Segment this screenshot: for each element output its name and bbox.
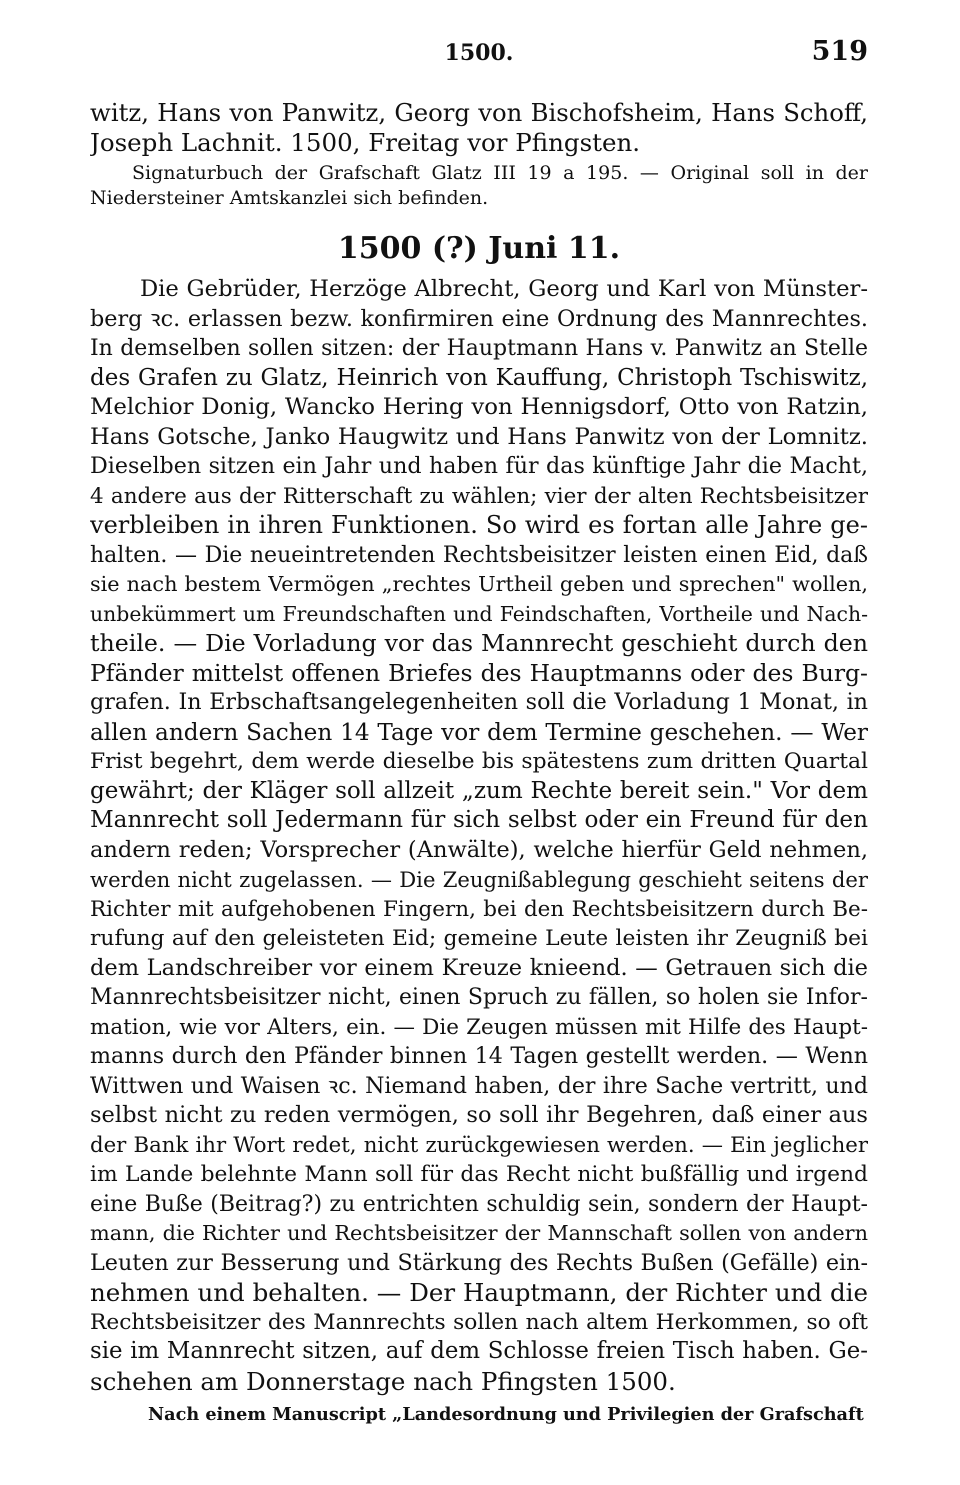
text-line: Frist begehrt, dem werde dieselbe bis spätestens zum dritten Quartal [90, 749, 868, 774]
source-line: Nach einem Manuscript „Landesordnung und Privilegien der Grafschaft [148, 1404, 864, 1425]
text-line: witz, Hans von Panwitz, Georg von Bischofsheim, Hans Schoff, [90, 98, 868, 127]
entry-date-heading: 1500 (?) Juni 11. [337, 231, 621, 266]
text-line: Dieselben sitzen ein Jahr und haben für das künftige Jahr die Macht, [90, 453, 868, 479]
text-line: Die Gebrüder, Herzöge Albrecht, Georg und Karl von Münster- [140, 276, 868, 302]
text-line: sie im Mannrecht sitzen, auf dem Schlosse freien Tisch haben. Ge- [90, 1338, 868, 1364]
text-line: Richter mit aufgehobenen Fingern, bei den Rechtsbeisitzern durch Be- [90, 896, 868, 922]
text-line: verbleiben in ihren Funktionen. So wird es fortan alle Jahre ge- [90, 511, 868, 539]
text-line: des Grafen zu Glatz, Heinrich von Kauffung, Christoph Tschiswitz, [90, 364, 868, 391]
note-line: Signaturbuch der Grafschaft Glatz III 19 a 195. — Original soll in der [132, 162, 868, 184]
text-line: rufung auf den geleisteten Eid; gemeine Leute leisten ihr Zeugniß bei [90, 926, 868, 951]
text-line: der Bank ihr Wort redet, nicht zurückgewiesen werden. — Ein jeglicher [90, 1132, 868, 1158]
text-line: halten. — Die neueintretenden Rechtsbeisitzer leisten einen Eid, daß [90, 542, 868, 568]
page-number: 519 [811, 36, 868, 67]
text-line: mann, die Richter und Rechtsbeisitzer der Mannschaft sollen von andern [90, 1221, 868, 1245]
text-line: In demselben sollen sitzen: der Hauptmann Hans v. Panwitz an Stelle [90, 336, 868, 361]
text-line: Wittwen und Waisen ꝛc. Niemand haben, der ihre Sache vertritt, und [90, 1073, 868, 1099]
text-line: Melchior Donig, Wancko Hering von Hennigsdorf, Otto von Ratzin, [90, 394, 868, 420]
text-line: selbst nicht zu reden vermögen, so soll ihr Begehren, daß einer aus [90, 1102, 868, 1128]
previous-entry-continuation [90, 98, 868, 157]
text-line: Joseph Lachnit. 1500, Freitag vor Pfingsten. [90, 127, 641, 157]
text-line: grafen. In Erbschaftsangelegenheiten soll die Vorladung 1 Monat, in [90, 689, 868, 715]
text-line: gewährt; der Kläger soll allzeit „zum Rechte bereit sein." Vor dem [90, 777, 868, 804]
previous-entry-source-note [90, 161, 868, 211]
text-line: werden nicht zugelassen. — Die Zeugnißablegung geschieht seitens der [90, 867, 868, 892]
text-line: eine Buße (Beitrag?) zu entrichten schuldig sein, sondern der Haupt- [90, 1191, 868, 1217]
text-line: mation, wie vor Alters, ein. — Die Zeugen müssen mit Hilfe des Haupt- [90, 1014, 868, 1040]
text-line: Rechtsbeisitzer des Mannrechts sollen nach altem Herkommen, so oft [90, 1309, 868, 1335]
text-line: Leuten zur Besserung und Stärkung des Rechts Bußen (Gefälle) ein- [90, 1249, 868, 1276]
running-header [90, 36, 868, 76]
text-line: 4 andere aus der Ritterschaft zu wählen; vier der alten Rechtsbeisitzer [90, 483, 868, 509]
text-line: unbekümmert um Freundschaften und Feindschaften, Vortheile und Nach- [90, 601, 868, 626]
text-line: schehen am Donnerstage nach Pfingsten 1500. [90, 1366, 676, 1396]
text-line: theile. — Die Vorladung vor das Mannrecht geschieht durch den [90, 629, 868, 657]
text-line: Mannrechtsbeisitzer nicht, einen Spruch zu fällen, so holen sie Infor- [90, 985, 868, 1010]
text-line: manns durch den Pfänder binnen 14 Tagen gestellt werden. — Wenn [90, 1043, 868, 1069]
text-line: im Lande belehnte Mann soll für das Recht nicht bußfällig und irgend [90, 1162, 868, 1187]
note-line: Niedersteiner Amtskanzlei sich befinden. [90, 187, 489, 209]
text-line: Mannrecht soll Jedermann für sich selbst oder ein Freund für den [90, 807, 868, 833]
text-line: allen andern Sachen 14 Tage vor dem Termine geschehen. — Wer [90, 718, 868, 746]
text-line: sie nach bestem Vermögen „rechtes Urtheil geben und sprechen" wollen, [90, 572, 868, 596]
running-header-year: 1500. [444, 40, 514, 66]
text-line: Hans Gotsche, Janko Haugwitz und Hans Panwitz von der Lomnitz. [90, 423, 868, 450]
text-line: andern reden; Vorsprecher (Anwälte), welche hierfür Geld nehmen, [90, 836, 868, 863]
text-line: berg ꝛc. erlassen bezw. konfirmiren eine Ordnung des Mannrechtes. [90, 305, 868, 332]
text-line: nehmen und behalten. — Der Hauptmann, der Richter und die [90, 1278, 868, 1307]
entry-source-note [90, 1402, 868, 1427]
text-line: Pfänder mittelst offenen Briefes des Hauptmanns oder des Burg- [90, 658, 868, 687]
text-line: dem Landschreiber vor einem Kreuze knieend. — Getrauen sich die [90, 954, 868, 981]
entry-body [90, 275, 868, 1396]
